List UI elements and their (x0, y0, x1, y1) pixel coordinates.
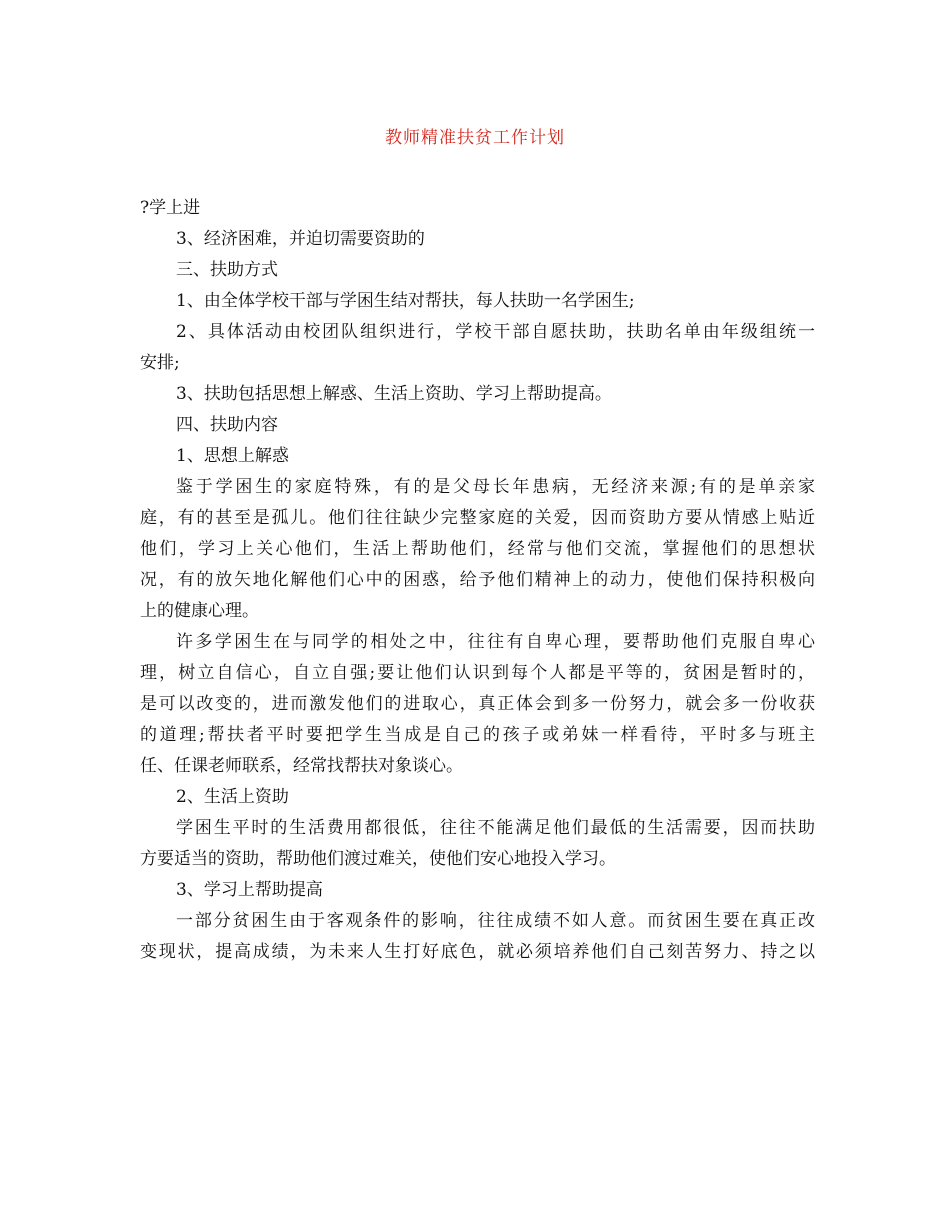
paragraph-line: 理，树立自信心，自立自强;要让他们认识到每个人都是平等的，贫困是暂时的， (140, 663, 815, 683)
section-heading: 三、扶助方式 (176, 260, 278, 280)
paragraph-line: 学困生平时的生活费用都很低，往往不能满足他们最低的生活需要，因而扶助 (176, 818, 815, 838)
subsection-heading: 1、思想上解惑 (176, 446, 289, 466)
paragraph-line: 2、具体活动由校团队组织进行，学校干部自愿扶助，扶助名单由年级组统一 (176, 322, 815, 342)
paragraph-line: 许多学困生在与同学的相处之中，往往有自卑心理，要帮助他们克服自卑心 (176, 632, 815, 652)
section-heading: 四、扶助内容 (176, 415, 278, 435)
paragraph-line: ?学上进 (140, 198, 201, 218)
subsection-heading: 2、生活上资助 (176, 787, 289, 807)
document-body (140, 193, 815, 968)
paragraph-line: 况，有的放矢地化解他们心中的困惑，给予他们精神上的动力，使他们保持积极向 (140, 570, 815, 590)
paragraph-line: 一部分贫困生由于客观条件的影响，往往成绩不如人意。而贫困生要在真正改 (176, 911, 815, 931)
paragraph-line: 3、经济困难，并迫切需要资助的 (176, 229, 425, 249)
paragraph-line: 上的健康心理。 (140, 601, 259, 621)
paragraph-line: 庭，有的甚至是孤儿。他们往往缺少完整家庭的关爱，因而资助方要从情感上贴近 (140, 508, 815, 528)
paragraph-line: 他们，学习上关心他们，生活上帮助他们，经常与他们交流，掌握他们的思想状 (140, 539, 815, 559)
paragraph-line: 任、任课老师联系，经常找帮扶对象谈心。 (140, 756, 463, 776)
paragraph-line: 鉴于学困生的家庭特殊，有的是父母长年患病，无经济来源;有的是单亲家 (176, 477, 815, 497)
paragraph-line: 变现状，提高成绩，为未来人生打好底色，就必须培养他们自己刻苦努力、持之以 (140, 942, 815, 962)
paragraph-line: 1、由全体学校干部与学困生结对帮扶，每人扶助一名学困生; (176, 291, 635, 311)
paragraph-line: 的道理;帮扶者平时要把学生当成是自己的孩子或弟妹一样看待，平时多与班主 (140, 725, 815, 745)
paragraph-line: 是可以改变的，进而激发他们的进取心，真正体会到多一份努力，就会多一份收获 (140, 694, 815, 714)
paragraph-line: 方要适当的资助，帮助他们渡过难关，使他们安心地投入学习。 (140, 849, 616, 869)
subsection-heading: 3、学习上帮助提高 (176, 880, 323, 900)
document-title: 教师精准扶贫工作计划 (385, 128, 565, 148)
paragraph-line: 安排; (140, 353, 180, 373)
paragraph-line: 3、扶助包括思想上解惑、生活上资助、学习上帮助提高。 (176, 384, 612, 404)
